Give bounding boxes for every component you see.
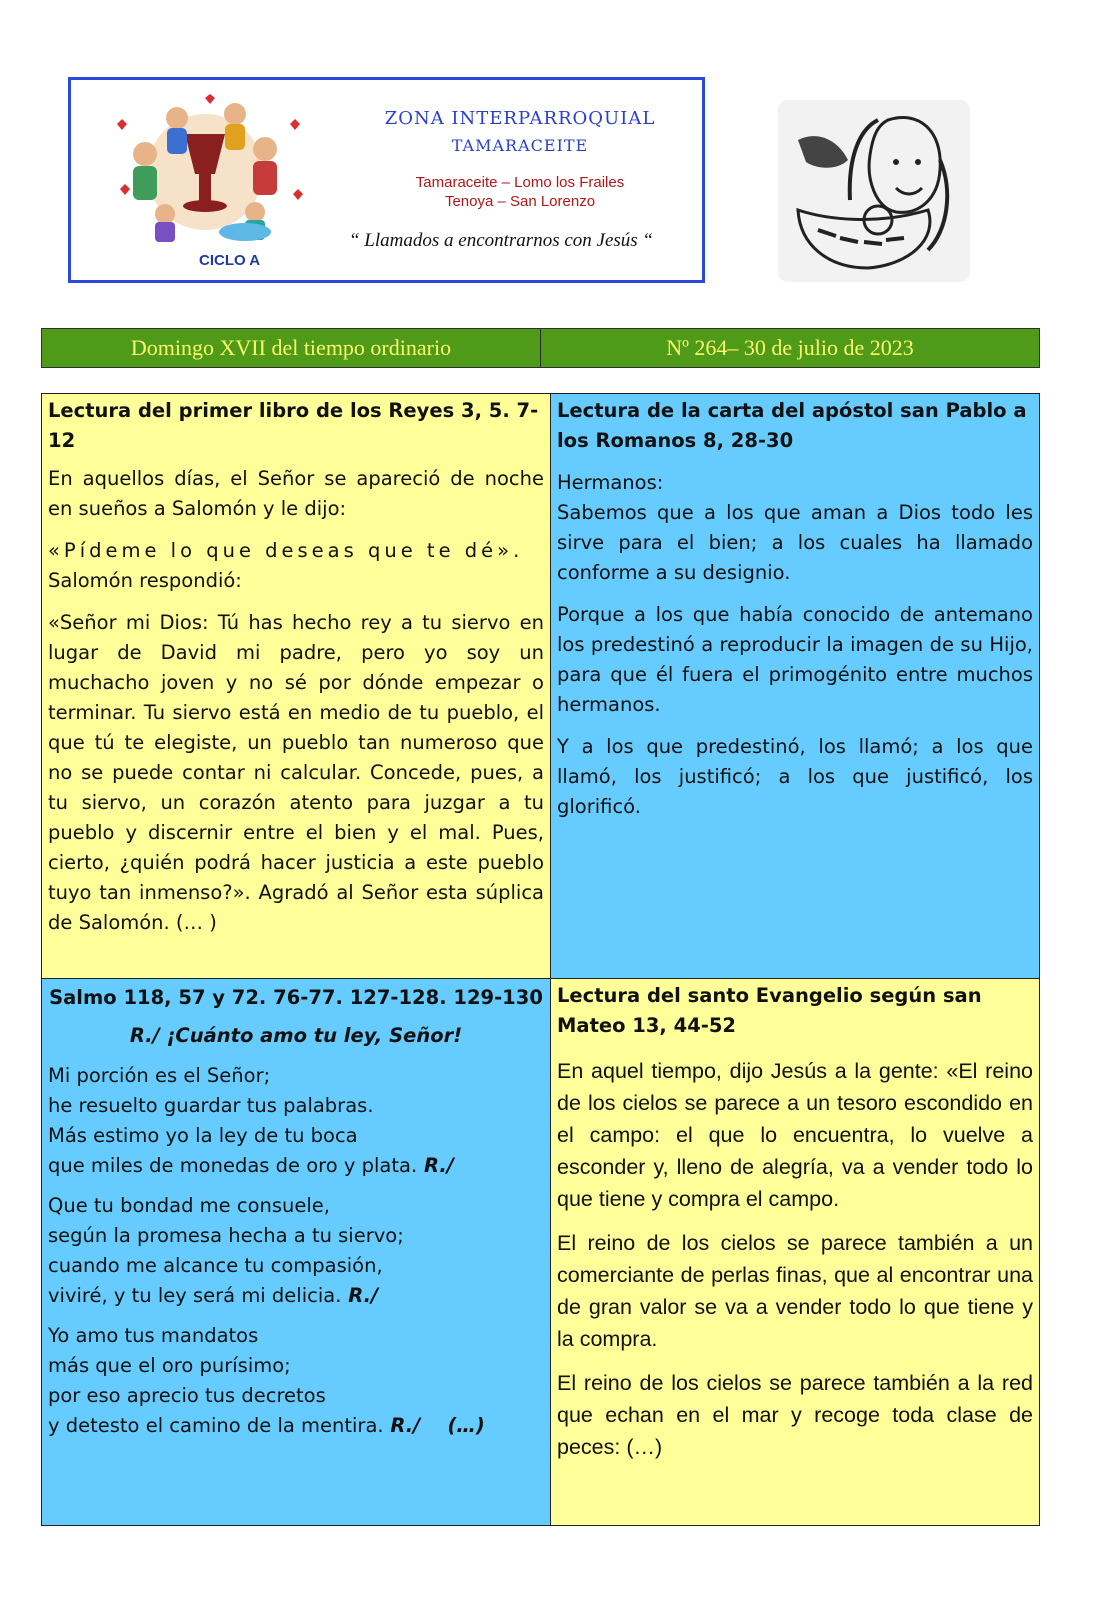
second-reading-greeting: Hermanos: — [557, 471, 664, 494]
second-reading-p1: Sabemos que a los que aman a Dios todo les sirve para el bien; a los cuales ha llamado conforme a su designio. — [557, 501, 1033, 584]
motto: “ Llamados a encontrarnos con Jesús “ — [348, 230, 653, 251]
gospel-title: Lectura del santo Evangelio según san Mateo 13, 44-52 — [557, 984, 982, 1037]
psalm-stanza-1 — [48, 1061, 544, 1181]
psalm-stanza-2 — [48, 1191, 544, 1311]
first-reading-title: Lectura del primer libro de los Reyes 3, 5. 7-12 — [48, 399, 539, 452]
zone-subtitle: TAMARACEITE — [451, 136, 589, 155]
liturgical-day: Domingo XVII del tiempo ordinario — [130, 335, 452, 360]
psalm-stanza-3-text: Yo amo tus mandatos más que el oro purísimo; por eso aprecio tus decretos y detesto el camino de la mentira. — [48, 1324, 384, 1437]
first-reading-p2b: Salomón respondió: — [48, 569, 242, 592]
first-reading-p2 — [48, 536, 544, 596]
second-reading — [551, 394, 1039, 979]
psalm — [42, 979, 551, 1525]
jesus-fishermen-illustration-icon — [778, 100, 970, 282]
psalm-stanza-2-text: Que tu bondad me consuele, según la promesa hecha a tu siervo; cuando me alcance tu compasión, viviré, y tu ley será mi delicia. — [48, 1194, 404, 1307]
psalm-stanza-2-response: R./ — [341, 1284, 379, 1307]
parish-illustration-icon — [105, 94, 310, 244]
first-reading-p1: En aquellos días, el Señor se apareció de noche en sueños a Salomón y le dijo: — [48, 467, 544, 520]
second-reading-p3: Y a los que predestinó, los llamó; a los que llamó, los justificó; a los que justificó, los glorificó. — [557, 735, 1033, 818]
second-reading-p2: Porque a los que había conocido de antemano los predestinó a reproducir la imagen de su Hijo, para que él fuera el primogénito entre muchos hermanos. — [557, 603, 1033, 716]
psalm-response: R./ ¡Cuánto amo tu ley, Señor! — [129, 1024, 463, 1047]
gospel — [551, 979, 1039, 1525]
second-reading-title: Lectura de la carta del apóstol san Pablo a los Romanos 8, 28-30 — [557, 399, 1027, 452]
psalm-stanza-1-response: R./ — [417, 1154, 454, 1177]
psalm-stanza-1-text: Mi porción es el Señor; he resuelto guardar tus palabras. Más estimo yo la ley de tu boca que miles de monedas de oro y plata. — [48, 1064, 418, 1177]
first-reading — [42, 394, 551, 979]
zone-title: ZONA INTERPARROQUIAL — [384, 108, 656, 129]
parishes-line-1: Tamaraceite – Lomo los Frailes — [415, 174, 625, 191]
gospel-p1: En aquel tiempo, dijo Jesús a la gente: «El reino de los cielos se parece a un tesoro escondido en el campo: el que lo encuentra, lo vuelve a esconder y, lleno de alegría, va a vender todo lo que tiene y compra el campo. — [557, 1059, 1033, 1211]
first-reading-p3: «Señor mi Dios: Tú has hecho rey a tu siervo en lugar de David mi padre, pero yo soy un muchacho joven y no sé por dónde empezar o terminar. Tu siervo está en medio de tu pueblo, el que tú te elegiste, un pueblo tan numeroso que no se puede contar ni calcular. Concede, pues, a tu siervo, un corazón atento para juzgar a tu pueblo y discernir entre el bien y el mal. Pues, cierto, ¿quién podrá hacer justicia a este pueblo tuyo tan inmenso?». Agradó al Señor esta súplica de Salomón. (… ) — [48, 611, 544, 934]
parish-header — [68, 77, 705, 283]
psalm-stanza-3 — [48, 1321, 544, 1441]
parishes-line-2: Tenoya – San Lorenzo — [444, 193, 596, 210]
readings-grid — [41, 393, 1040, 1526]
psalm-title: Salmo 118, 57 y 72. 76-77. 127-128. 129-130 — [49, 986, 543, 1009]
issue-number-date: Nº 264– 30 de julio de 2023 — [540, 329, 1039, 367]
gospel-p2: El reino de los cielos se parece también a un comerciante de perlas finas, que al encontrar una de gran valor se va a vender todo lo que tiene y la compra. — [557, 1231, 1033, 1351]
cycle-label: CICLO A — [199, 252, 261, 269]
date-band — [41, 328, 1040, 368]
gospel-p3: El reino de los cielos se parece también a la red que echan en el mar y recoge toda clase de peces: (…) — [557, 1371, 1033, 1459]
psalm-stanza-3-response: R./ (…) — [383, 1414, 485, 1437]
first-reading-p2a: «Pídeme lo que deseas que te dé». — [48, 539, 524, 562]
